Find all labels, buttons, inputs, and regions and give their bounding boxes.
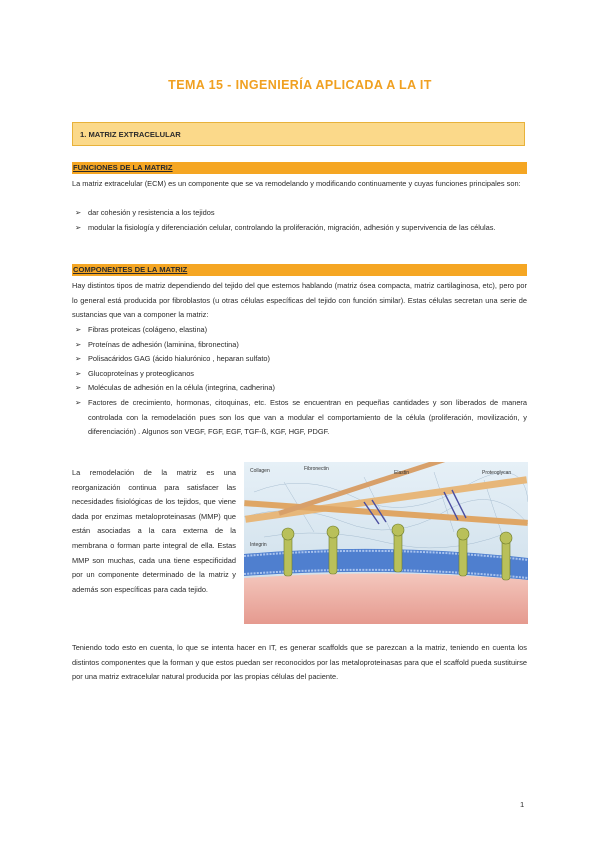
conclusion-paragraph: Teniendo todo esto en cuenta, lo que se intenta hacer en IT, es generar scaffolds que se parezcan a la matriz, teniendo en cuenta los distintos componentes que la forman y que estos puedan ser reconocidos por las metaloproteinasas para que el scaffold pueda sustituirse por una matriz extracelular natural producida por las propias células del paciente.	[72, 643, 527, 682]
list-item: ➢ Factores de crecimiento, hormonas, citoquinas, etc. Estos se encuentran en pequeñas cantidades y son liberados de manera controlada con la remodelación pues son los que van a modular el comportamiento de la célula (proliferación, movilización, y diferenciación) . Algunos son VEGF, FGF, EGF, TGF-ß, KGF, HGF, PDGF.	[75, 397, 527, 437]
arrow-bullet-icon: ➢	[75, 208, 82, 217]
figure-label-collagen: Collagen	[250, 468, 270, 474]
figure-label-fibronectin: Fibronectin	[304, 466, 329, 472]
arrow-bullet-icon: ➢	[75, 397, 82, 407]
section-header: 1. MATRIZ EXTRACELULAR	[72, 122, 525, 146]
figure-label-integrin: Integrin	[250, 542, 267, 548]
arrow-bullet-icon: ➢	[75, 339, 82, 349]
list-item: ➢ dar cohesión y resistencia a los tejidos	[72, 206, 527, 221]
list-item: ➢ Glucoproteínas y proteoglicanos	[72, 367, 527, 382]
arrow-bullet-icon: ➢	[75, 383, 82, 393]
list-item: ➢ modular la fisiología y diferenciación celular, controlando la proliferación, migración, adhesión y supervivencia de las células.	[72, 221, 527, 236]
componentes-heading: COMPONENTES DE LA MATRIZ	[72, 264, 527, 276]
extracellular-matrix-figure	[244, 462, 528, 624]
remodelacion-paragraph: La remodelación de la matriz es una reorganización continua para satisfacer las necesidades fisiológicas de los tejidos, que viene dada por enzimas metaloproteinasas (MMP) que están asociadas a la cara externa de la membrana o forman parte integral de ella. Estas MMP son muchas, cada una tiene especificidad por un componente determinado de la matriz y además son específicas para cada tejido.	[72, 468, 236, 594]
arrow-bullet-icon: ➢	[75, 368, 82, 378]
arrow-bullet-icon: ➢	[75, 222, 82, 232]
funciones-heading: FUNCIONES DE LA MATRIZ	[72, 162, 527, 174]
funciones-intro: La matriz extracelular (ECM) es un componente que se va remodelando y modificando continuamente y cuyas funciones principales son:	[72, 179, 521, 188]
funciones-list	[72, 206, 527, 235]
arrow-bullet-icon: ➢	[75, 325, 82, 334]
figure-label-proteoglycan: Proteoglycan	[482, 470, 512, 476]
figure-label-elastin: Elastin	[394, 470, 410, 476]
componentes-list	[72, 323, 527, 440]
cytoplasm	[244, 573, 528, 624]
list-item: ➢ Fibras proteicas (colágeno, elastina)	[72, 323, 527, 338]
list-item: ➢ Polisacáridos GAG (ácido hialurónico , heparan sulfato)	[72, 352, 527, 367]
page-number: 1	[520, 800, 525, 809]
page-title: TEMA 15 - INGENIERÍA APLICADA A LA IT	[168, 78, 432, 92]
list-item: ➢ Moléculas de adhesión en la célula (integrina, cadherina)	[72, 381, 527, 396]
componentes-intro: Hay distintos tipos de matriz dependiendo del tejido del que estemos hablando (matriz ósea compacta, matriz cartilaginosa, etc), pero por lo general está producida por fibroblastos (u otras células específicas del tejido con función similar). Estas células secretan una serie de sustancias que van a componer la matriz:	[72, 281, 527, 320]
arrow-bullet-icon: ➢	[75, 354, 82, 364]
list-item: ➢ Proteínas de adhesión (laminina, fibronectina)	[72, 338, 527, 353]
